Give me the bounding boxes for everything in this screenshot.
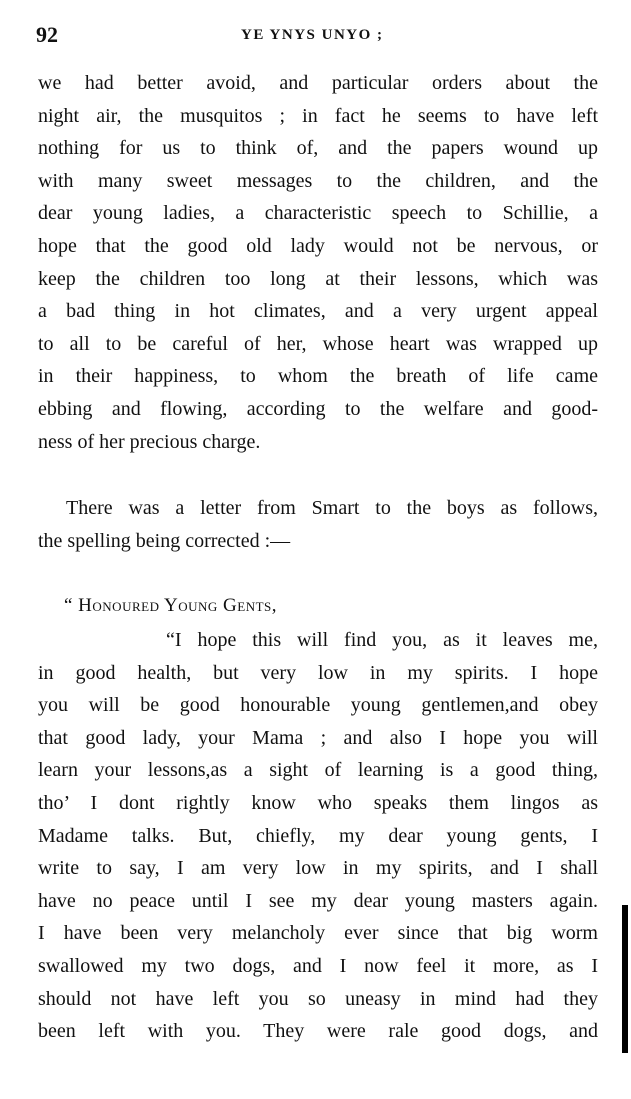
- page-number: 92: [36, 22, 58, 47]
- text-line: have no peace until I see my dear young masters again.: [38, 889, 598, 912]
- text-line: that good lady, your Mama ; and also I hope you will: [38, 726, 598, 749]
- text-line: tho’ I dont rightly know who speaks them lingos as: [38, 791, 598, 814]
- text-line: with many sweet messages to the children, and the: [38, 169, 598, 192]
- paragraph-2: [38, 492, 598, 557]
- running-head: [36, 20, 596, 50]
- letter-body: [38, 624, 598, 1048]
- paragraph-1: [38, 67, 598, 458]
- text-line: Madame talks. But, chiefly, my dear young gents, I: [38, 824, 598, 847]
- text-line: There was a letter from Smart to the boys as follows,: [66, 497, 598, 519]
- text-line: in good health, but very low in my spirits. I hope: [38, 661, 598, 684]
- text-line: swallowed my two dogs, and I now feel it more, as I: [38, 954, 598, 977]
- text-line: to all to be careful of her, whose heart was wrapped up: [38, 332, 598, 355]
- text-line: should not have left you so uneasy in mind had they: [38, 987, 598, 1010]
- text-line: learn your lessons,as a sight of learning is a good thing,: [38, 759, 598, 782]
- text-line: a bad thing in hot climates, and a very urgent appeal: [38, 300, 598, 323]
- scan-edge-mark: [622, 905, 628, 1053]
- text-line: been left with you. They were rale good dogs, and: [38, 1020, 598, 1043]
- letter-salutation: “ Honoured Young Gents,: [64, 595, 277, 616]
- running-title: YE YNYS UNYO ;: [241, 27, 384, 43]
- text-line: nothing for us to think of, and the papers wound up: [38, 137, 598, 160]
- text-line: the spelling being corrected :—: [38, 529, 291, 552]
- text-line: “I hope this will find you, as it leaves me,: [166, 629, 598, 651]
- text-line: ness of her precious charge.: [38, 430, 261, 453]
- text-line: keep the children too long at their lessons, which was: [38, 267, 598, 290]
- text-line: write to say, I am very low in my spirits, and I shall: [38, 857, 598, 880]
- text-line: you will be good honourable young gentlemen,and obey: [38, 694, 598, 717]
- text-line: ebbing and flowing, according to the welfare and good-: [38, 397, 598, 420]
- text-line: we had better avoid, and particular orders about the: [38, 72, 598, 94]
- text-line: night air, the musquitos ; in fact he seems to have left: [38, 104, 598, 127]
- text-line: dear young ladies, a characteristic speech to Schillie, a: [38, 202, 598, 225]
- text-line: hope that the good old lady would not be nervous, or: [38, 234, 598, 257]
- text-line: in their happiness, to whom the breath of life came: [38, 365, 598, 388]
- text-line: I have been very melancholy ever since that big worm: [38, 922, 598, 945]
